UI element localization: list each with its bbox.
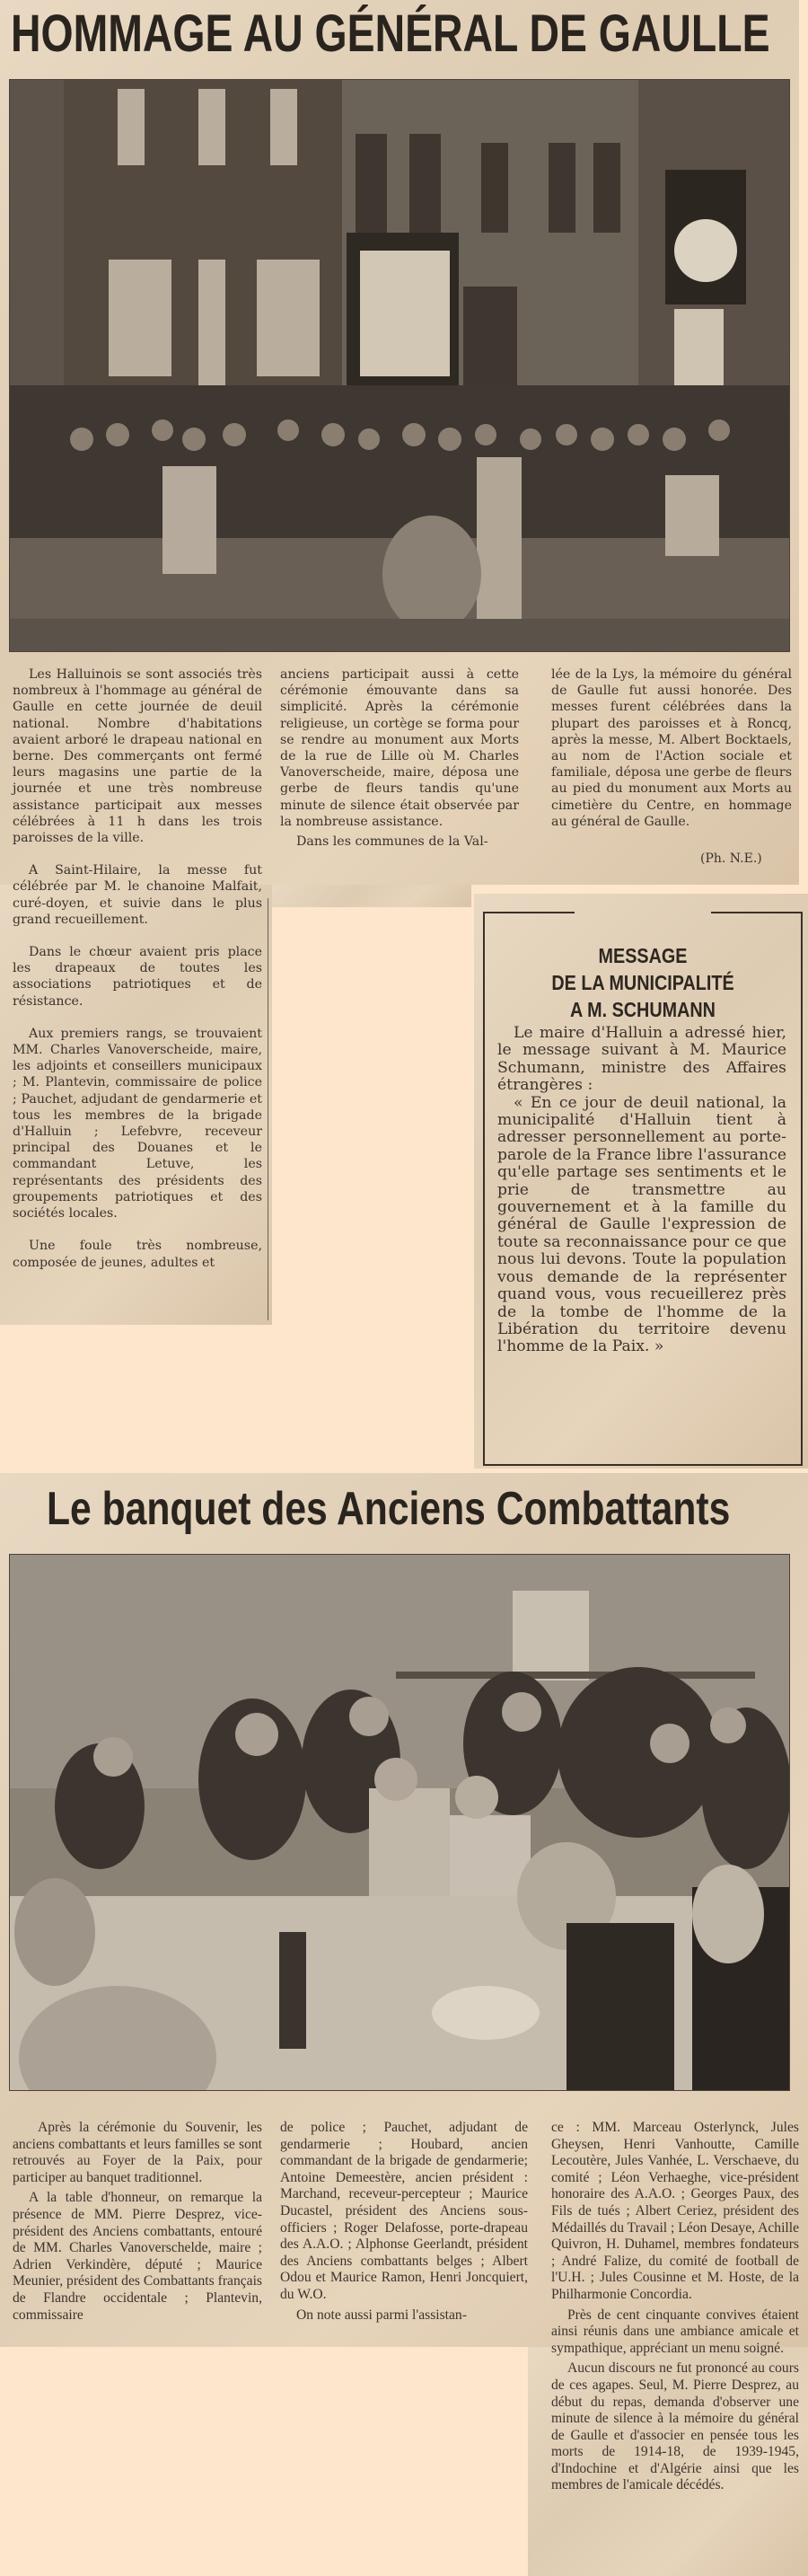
message-quote: « En ce jour de deuil national, la municipalité d'Halluin tient à adresser personnellement au porte-parole de la France libre l'assurance qu'elle partage ses sentiments et le prie de transmettre au gouvernement et à la famille du général de Gaulle l'expression de toute sa reconnaissance pour ce que nous lui devons. Toute la population vous demande de la représenter quand vous, vous recueillerez près de la tombe de l'homme de la Libération du territoire devenu l'homme de la Paix. » [497,1093,786,1356]
article2-col3-paragraph: Près de cent cinquante convives étaient ainsi réunis dans une ambiance amicale et sympathique, appréciant un menu soigné. [551,2307,799,2356]
article1-col2-paragraph: anciens participait aussi à cette cérémonie émouvante dans sa simplicité. Après la cérémonie religieuse, un cortège se forma pour se rendre au monument aux Morts de la rue de Lille où M. Charles Vanoverscheide, maire, déposa une gerbe de fleurs tandis qu'une minute de silence était observée par la nombreuse assistance. [280,667,519,829]
message-title-line1: MESSAGE [598,944,688,967]
article2-col3-paragraph: Aucun discours ne fut prononcé au cours de ces agapes. Seul, M. Pierre Desprez, au début du repas, demanda d'observer une minute de silence à la mémoire du général de Gaulle et d'associer en pensée tous les morts de 1914-18, de 1939-1945, d'Indochine et d'Algérie ainsi que les membres de l'amicale décédés. [551,2360,799,2493]
message-intro: Le maire d'Halluin a adressé hier, le message suivant à M. Maurice Schumann, ministre des Affaires étrangères : [497,1024,786,1095]
article1-right-strip-clipping [272,885,471,907]
message-title-line2: DE LA MUNICIPALITÉ [551,971,734,994]
article1-col1-paragraph: Aux premiers rangs, se trouvaient MM. Charles Vanoverscheide, maire, les adjoints et conseillers municipaux ; M. Plantevin, commissaire de police ; Pauchet, adjudant de gendarmerie et tous les membres de la brigade d'Halluin ; Lefebvre, receveur principal des Douanes et le commandant Letuve, les représentants des présidents des groupements patriotiques et des sociétés locales. [13,1026,262,1222]
article1-col1-paragraph: Une foule très nombreuse, composée de jeunes, adultes et [13,1239,262,1270]
article2-headline: Le banquet des Anciens Combattants [47,1483,731,1535]
article1-column3 [551,666,792,830]
article2-col1-paragraph: Après la cérémonie du Souvenir, les anciens combattants et leurs familles se sont retrouvés au Foyer de la Paix, pour participer au banquet traditionnel. [13,2120,262,2185]
article2-col3-paragraph: ce : MM. Marceau Osterlynck, Jules Gheysen, Henri Vanhoutte, Camille Lecoutère, Jules Vanhée, L. Verschaeve, du comité ; Léon Verhaeghe, vice-président honoraire des A.A.O. ; Georges Paux, des Fils de tués ; Albert Ceriez, président des Médaillés du Travail ; Léon Desaye, Achille Quivron, H. Duhamel, membres fondateurs ; André Falize, du comité de football de l'U.H. ; Jules Cousinne et M. Hoste, de la Philharmonie Concordia. [551,2120,799,2302]
article1-col1-paragraph: A Saint-Hilaire, la messe fut célébrée par M. le chanoine Malfait, curé-doyen, et suivie dans le plus grand recueillement. [13,863,262,927]
article1-column1 [13,666,262,1271]
article2-column3 [551,2120,799,2494]
memorial-crowd-photo [9,79,790,652]
article2-col1-paragraph: A la table d'honneur, on remarque la présence de MM. Pierre Desprez, vice-président des Anciens combattants, entouré de MM. Charles Vanoverschelde, maire ; Adrien Verkindère, député ; Maurice Meunier, président des Combattants français de Flandre occidentale ; Plantevin, commissaire [13,2190,262,2323]
message-body [497,1025,786,1356]
box-top-rule-left [485,912,575,913]
article1-col2-paragraph: Dans les communes de la Val- [296,834,488,850]
article2-column2 [280,2120,528,2324]
article1-headline: HOMMAGE AU GÉNÉRAL DE GAULLE [11,4,770,63]
article2-column1 [13,2120,262,2324]
banquet-photo-image [10,1555,789,2090]
article1-column2 [280,666,519,850]
memorial-crowd-photo-image [10,80,789,651]
article2-col2-paragraph: On note aussi parmi l'assistan- [296,2307,467,2323]
message-title-line3: A M. SCHUMANN [570,998,716,1021]
banquet-photo [9,1554,790,2091]
article1-col1-paragraph: Les Halluinois se sont associés très nombreux à l'hommage au général de Gaulle en cette journée de deuil national. Nombre d'habitations avaient arboré le drapeau national en berne. Des commerçants ont fermé leurs magasins une partie de la journée et une très nombreuse assistance participait aux messes célébrées à 11 h dans les trois paroisses de la ville. [13,667,262,846]
article1-col3-paragraph: lée de la Lys, la mémoire du général de Gaulle fut aussi honorée. Des messes furent célébrées dans la plupart des paroisses et à Roncq, après la messe, M. Albert Bocktaels, au nom de l'Action sociale et familiale, déposa une gerbe de fleurs au pied du monument aux Morts au cimetière du Centre, en hommage au général de Gaulle. [551,667,792,829]
photo-credit: (Ph. N.E.) [700,851,762,866]
article1-col1-paragraph: Dans le chœur avaient pris place les drapeaux de toutes les associations patriotiques et de résistance. [13,945,262,1009]
article2-col2-paragraph: de police ; Pauchet, adjudant de gendarmerie ; Houbard, ancien commandant de la brigade de gendarmerie; Antoine Demeestère, ancien président : Marchand, receveur-percepteur ; Maurice Ducastel, président des Anciens sous-officiers ; Roger Delafosse, porte-drapeau des A.A.O. ; Alphonse Geerlandt, président des Anciens combattants belges ; Albert Odou et Maurice Ramon, Henri Joncquiert, du W.O. [280,2120,528,2302]
message-box [483,912,803,1466]
box-top-rule-right [711,912,801,913]
